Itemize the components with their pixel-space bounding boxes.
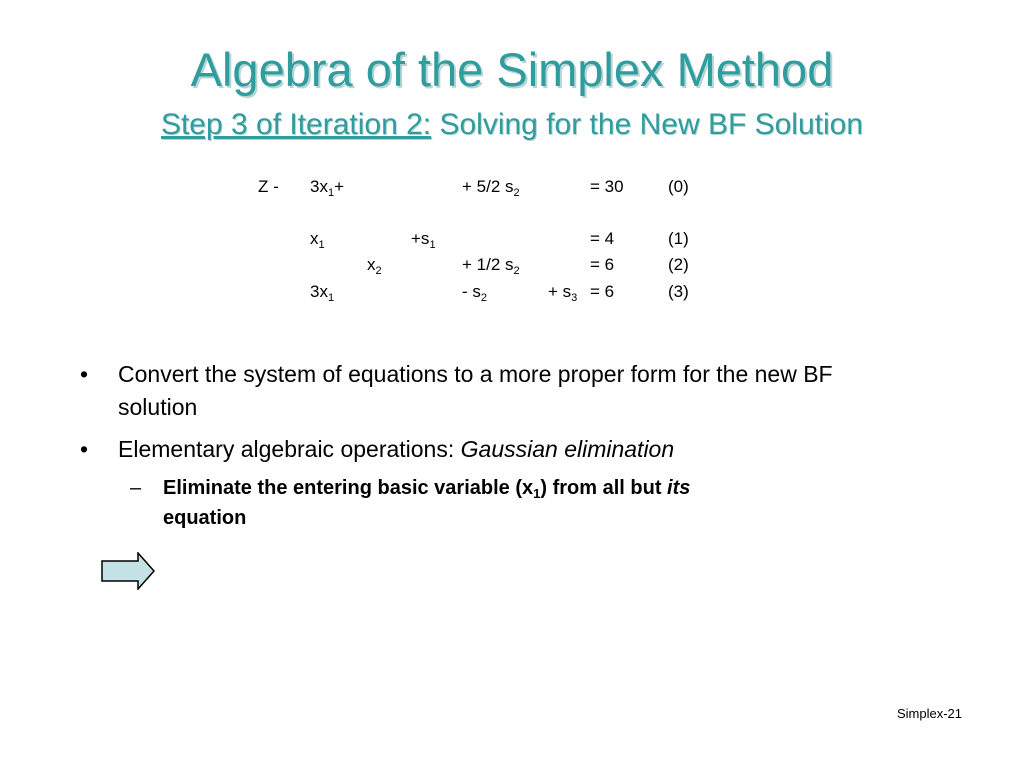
eq3-label: (3) bbox=[668, 282, 689, 301]
slide-title: Algebra of the Simplex Method bbox=[190, 43, 834, 96]
right-arrow-icon[interactable] bbox=[100, 552, 156, 590]
eq0-term-s2: + 5/2 $s_2$ bbox=[462, 177, 520, 199]
eq3-rhs: = 6 bbox=[590, 282, 615, 301]
bullet-text: Convert the system of equations to a more proper form for the new BF solution bbox=[118, 361, 833, 420]
eq2-rhs: = 6 bbox=[590, 255, 615, 274]
subtitle-description: Solving for the New BF Solution bbox=[431, 108, 864, 141]
eq1-term-s1: $+s_1$ bbox=[411, 229, 436, 251]
subtitle-step-label: Step 3 of Iteration 2: bbox=[160, 108, 432, 141]
bullet-elementary-ops bbox=[80, 433, 940, 468]
eq3-term-x1: $3x_1$ bbox=[310, 282, 335, 304]
eq2-term-x2: $x_2$ bbox=[367, 255, 382, 277]
sub-bullet-marker: – bbox=[130, 477, 142, 499]
eq2-label: (2) bbox=[668, 255, 689, 274]
sub-bullet-text: Eliminate the entering basic variable $(x_1)$ from all but its equation bbox=[163, 477, 691, 529]
eq0-z-prefix: Z - bbox=[258, 177, 279, 196]
gaussian-elimination-emphasis: Gaussian elimination bbox=[460, 436, 675, 462]
bullet-convert bbox=[80, 358, 940, 428]
eq0-label: (0) bbox=[668, 177, 689, 196]
eq1-label: (1) bbox=[668, 229, 689, 248]
page-number: Simplex-21 bbox=[896, 706, 962, 721]
eq1-term-x1: $x_1$ bbox=[310, 229, 325, 251]
slide-subtitle bbox=[0, 110, 1024, 140]
eq0-rhs: = 30 bbox=[590, 177, 624, 196]
sub-bullet-eliminate bbox=[130, 473, 890, 535]
bullet-marker: • bbox=[80, 361, 89, 387]
eq3-term-s3: + $s_3$ bbox=[548, 282, 578, 304]
eq3-term-s2: - $s_2$ bbox=[462, 282, 488, 304]
eq0-term-x1: $3x_1+$ bbox=[310, 177, 345, 199]
bullet-marker: • bbox=[80, 436, 89, 462]
eq1-rhs: = 4 bbox=[590, 229, 615, 248]
eq2-term-s2: + 1/2 $s_2$ bbox=[462, 255, 520, 277]
bullet-text: Elementary algebraic operations: Gaussian elimination bbox=[118, 436, 675, 462]
